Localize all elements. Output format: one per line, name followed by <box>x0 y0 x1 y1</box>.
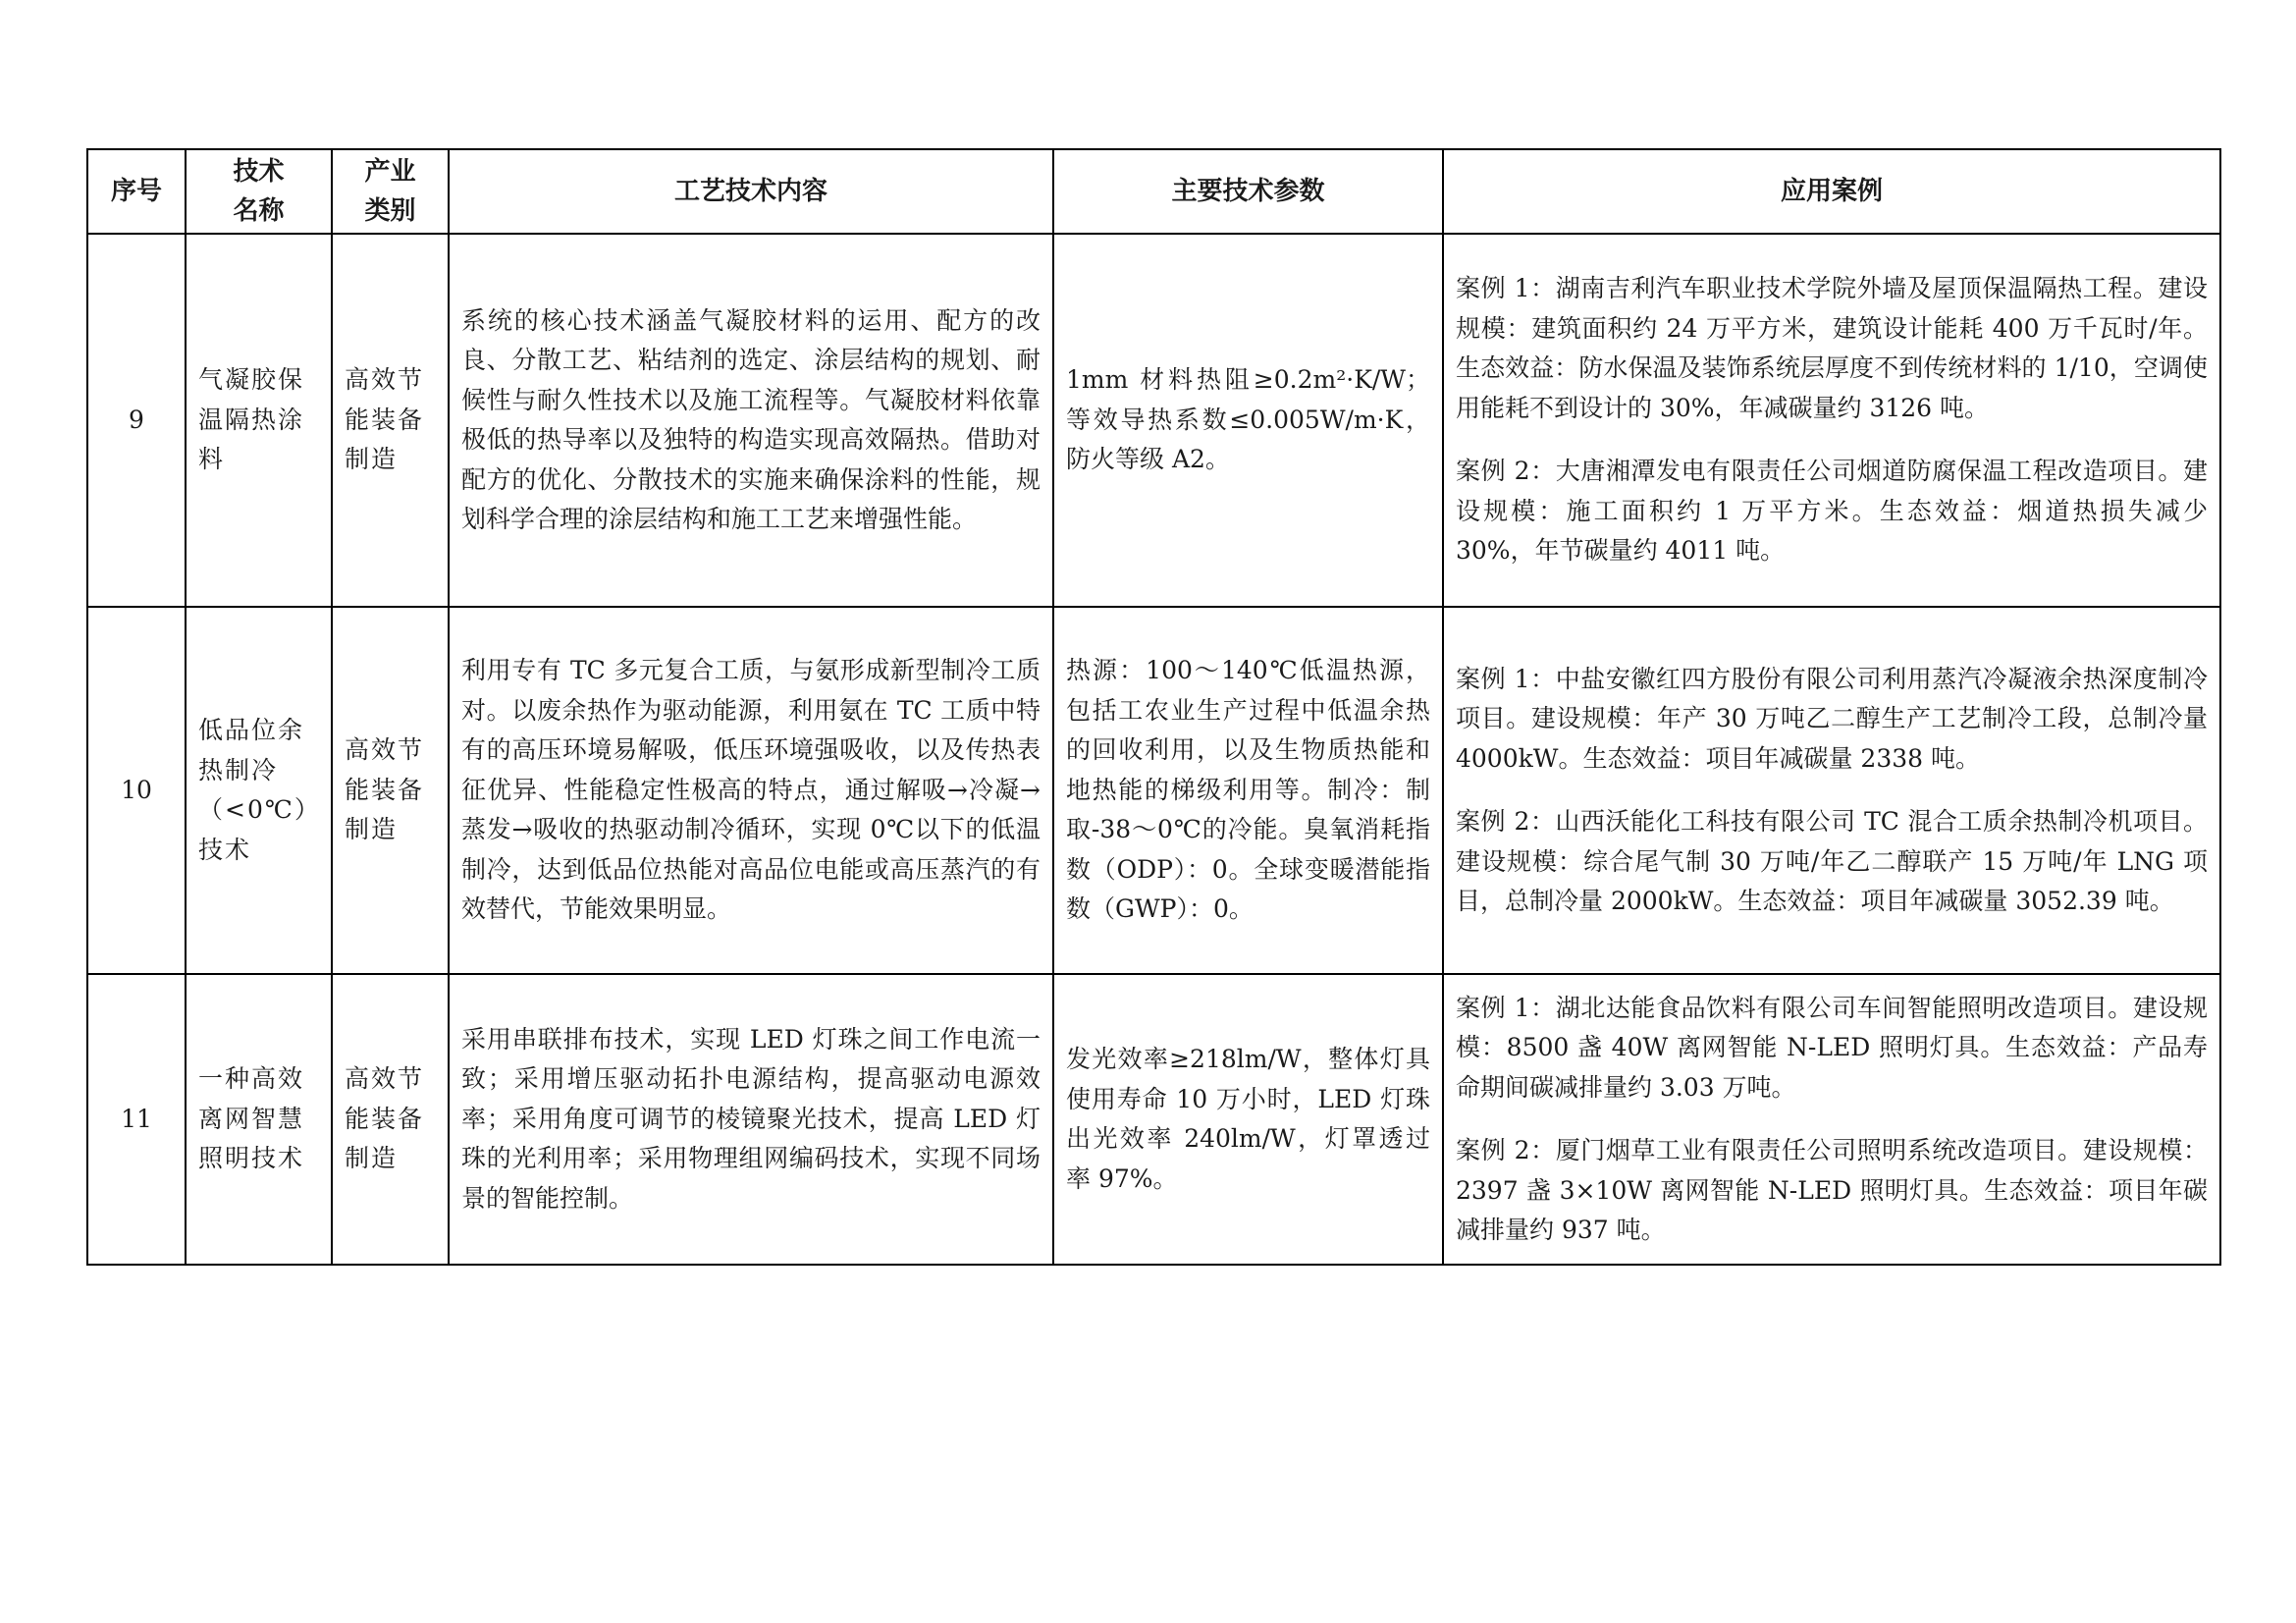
header-name: 技术 名称 <box>186 149 332 234</box>
header-content: 工艺技术内容 <box>449 149 1053 234</box>
technology-table <box>86 148 2221 1266</box>
header-category: 产业 类别 <box>332 149 449 234</box>
industry-category: 高效节能装备制造 <box>332 974 449 1265</box>
table-header-row <box>87 149 2220 234</box>
case-item: 案例 1：湖南吉利汽车职业技术学院外墙及屋顶保温隔热工程。建设规模：建筑面积约 24 万平方米，建筑设计能耗 400 万千瓦时/年。生态效益：防水保温及装饰系统层厚度不到传统材料的 1/10，空调使用能耗不到设计的 30%，年减碳量约 3126 吨。 <box>1456 274 2208 422</box>
document-page <box>86 148 2219 1266</box>
industry-category: 高效节能装备制造 <box>332 607 449 974</box>
case-item: 案例 2：大唐湘潭发电有限责任公司烟道防腐保温工程改造项目。建设规模：施工面积约 1 万平方米。生态效益：烟道热损失减少 30%，年节碳量约 4011 吨。 <box>1456 457 2208 566</box>
table-row <box>87 234 2220 607</box>
application-cases <box>1443 607 2220 974</box>
process-content: 系统的核心技术涵盖气凝胶材料的运用、配方的改良、分散工艺、粘结剂的选定、涂层结构的规划、耐候性与耐久性技术以及施工流程等。气凝胶材料依靠极低的热导率以及独特的构造实现高效隔热。借助对配方的优化、分散技术的实施来确保涂料的性能，规划科学合理的涂层结构和施工工艺来增强性能。 <box>449 234 1053 607</box>
table-row <box>87 607 2220 974</box>
case-item: 案例 1：中盐安徽红四方股份有限公司利用蒸汽冷凝液余热深度制冷项目。建设规模：年产 30 万吨乙二醇生产工艺制冷工段，总制冷量 4000kW。生态效益：项目年减碳量 2338 吨。 <box>1456 664 2208 773</box>
process-content: 利用专有 TC 多元复合工质，与氨形成新型制冷工质对。以废余热作为驱动能源，利用氨在 TC 工质中特有的高压环境易解吸，低压环境强吸收，以及传热表征优异、性能稳定性极高的特点，通过解吸→冷凝→蒸发→吸收的热驱动制冷循环，实现 0℃以下的低温制冷，达到低品位热能对高品位电能或高压蒸汽的有效替代，节能效果明显。 <box>449 607 1053 974</box>
table-row <box>87 974 2220 1265</box>
process-content: 采用串联排布技术，实现 LED 灯珠之间工作电流一致；采用增压驱动拓扑电源结构，提高驱动电源效率；采用角度可调节的棱镜聚光技术，提高 LED 灯珠的光利用率；采用物理组网编码技术，实现不同场景的智能控制。 <box>449 974 1053 1265</box>
case-item: 案例 2：厦门烟草工业有限责任公司照明系统改造项目。建设规模：2397 盏 3×10W 离网智能 N-LED 照明灯具。生态效益：项目年碳减排量约 937 吨。 <box>1456 1136 2208 1244</box>
case-item: 案例 1：湖北达能食品饮料有限公司车间智能照明改造项目。建设规模：8500 盏 40W 离网智能 N-LED 照明灯具。生态效益：产品寿命期间碳减排量约 3.03 万吨。 <box>1456 993 2208 1102</box>
technical-parameters: 热源：100～140℃低温热源，包括工农业生产过程中低温余热的回收利用，以及生物质热能和地热能的梯级利用等。制冷：制取-38～0℃的冷能。臭氧消耗指数（ODP）：0。全球变暖潜能指数（GWP）：0。 <box>1053 607 1443 974</box>
technology-name: 气凝胶保温隔热涂料 <box>186 234 332 607</box>
header-cases: 应用案例 <box>1443 149 2220 234</box>
technical-parameters: 发光效率≥218lm/W，整体灯具使用寿命 10 万小时，LED 灯珠出光效率 240lm/W，灯罩透过率 97%。 <box>1053 974 1443 1265</box>
header-num: 序号 <box>87 149 186 234</box>
industry-category: 高效节能装备制造 <box>332 234 449 607</box>
case-item: 案例 2：山西沃能化工科技有限公司 TC 混合工质余热制冷机项目。建设规模：综合尾气制 30 万吨/年乙二醇联产 15 万吨/年 LNG 项目，总制冷量 2000kW。生态效益：项目年减碳量 3052.39 吨。 <box>1456 807 2208 915</box>
header-params: 主要技术参数 <box>1053 149 1443 234</box>
row-number: 9 <box>87 234 186 607</box>
technology-name: 低品位余热制冷（<0℃）技术 <box>186 607 332 974</box>
technology-name: 一种高效离网智慧照明技术 <box>186 974 332 1265</box>
row-number: 10 <box>87 607 186 974</box>
row-number: 11 <box>87 974 186 1265</box>
technical-parameters: 1mm 材料热阻≥0.2m²·K/W；等效导热系数≤0.005W/m·K，防火等级 A2。 <box>1053 234 1443 607</box>
application-cases <box>1443 974 2220 1265</box>
application-cases <box>1443 234 2220 607</box>
